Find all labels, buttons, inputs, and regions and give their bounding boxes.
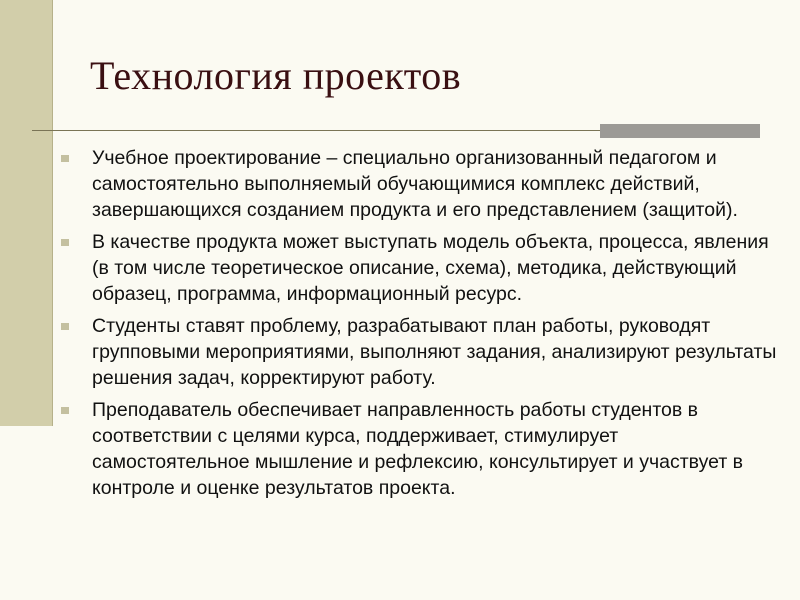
- square-bullet-icon: [61, 323, 69, 330]
- bullet-item: [60, 397, 780, 501]
- square-bullet-icon: [61, 155, 69, 162]
- bullet-item: [60, 229, 780, 307]
- slide-title: Технология проектов: [90, 53, 462, 98]
- bullet-text: Студенты ставят проблему, разрабатывают план работы, руководят групповыми мероприятиями, выполняют задания, анализируют результаты решения задач, корректируют работу.: [92, 315, 777, 389]
- left-decorative-band: [0, 0, 52, 426]
- left-band-edge: [52, 0, 53, 426]
- bullet-text: Учебное проектирование – специально организованный педагогом и самостоятельно выполняемый обучающимися комплекс действий, завершающихся созданием продукта и его представлением (защитой).: [92, 147, 738, 221]
- title-divider-line: [32, 130, 600, 131]
- bullet-item: [60, 313, 780, 391]
- bullet-list: [60, 145, 780, 507]
- bullet-item: [60, 145, 780, 223]
- bullet-text: В качестве продукта может выступать модель объекта, процесса, явления (в том числе теоретическое описание, схема), методика, действующий образец, программа, информационный ресурс.: [92, 231, 769, 305]
- title-divider-block: [600, 124, 760, 138]
- square-bullet-icon: [61, 407, 69, 414]
- square-bullet-icon: [61, 239, 69, 246]
- bullet-text: Преподаватель обеспечивает направленность работы студентов в соответствии с целями курса, поддерживает, стимулирует самостоятельное мышление и рефлексию, консультирует и участвует в контроле и оценке результатов проекта.: [92, 399, 744, 499]
